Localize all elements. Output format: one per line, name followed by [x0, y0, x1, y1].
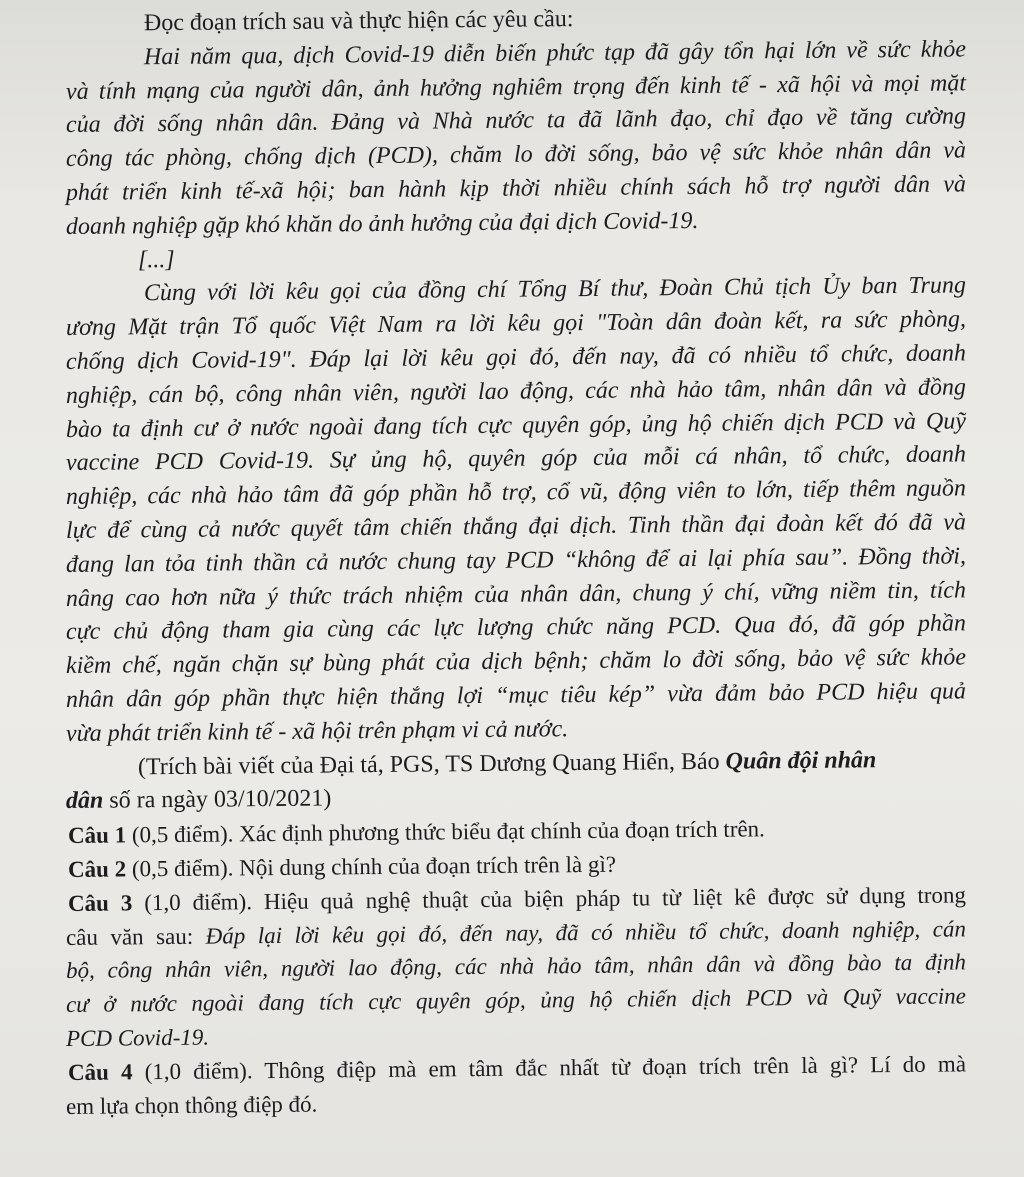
passage-line: phát triển kinh tế-xã hội; ban hành kịp thời nhiều chính sách hỗ trợ người dân và [65, 171, 967, 206]
passage-line: ương Mặt trận Tổ quốc Việt Nam ra lời kêu gọi "Toàn dân đoàn kết, ra sức phòng, [65, 306, 967, 342]
passage-line: doanh nghiệp gặp khó khăn do ảnh hưởng của đại dịch Covid-19. [65, 207, 699, 240]
question-1-text: (0,5 điểm). Xác định phương thức biểu đạt chính của đoạn trích trên. [126, 816, 765, 848]
source-suffix: số ra ngày 03/10/2021) [103, 785, 332, 814]
question-3-lead-in: câu văn sau: [65, 923, 206, 950]
passage-line: cực chủ động tham gia cùng các lực lượng chức năng PCD. Qua đó, đã góp phần [65, 610, 967, 646]
question-4 [65, 1051, 967, 1124]
question-1-label: Câu 1 [67, 822, 127, 849]
passage-line: nghiệp, các nhà hảo tâm đã góp phần hỗ trợ, cổ vũ, động viên to lớn, tiếp thêm nguồn [65, 475, 967, 511]
question-4-text-line-2: em lựa chọn thông điệp đó. [65, 1091, 318, 1119]
passage-line: của đời sống nhân dân. Đảng và Nhà nước ta đã lãnh đạo, chỉ đạo về tăng cường [65, 103, 967, 139]
newspaper-name: Quân đội nhân [725, 746, 877, 775]
passage-line: Hai năm qua, dịch Covid-19 diễn biến phức tạp đã gây tổn hại lớn về sức khỏe [143, 36, 967, 71]
passage-line: đang lan tỏa tinh thần cả nước chung tay PCD “không để ai lại phía sau”. Đồng thời, [65, 543, 967, 578]
question-4-label: Câu 4 [67, 1059, 133, 1085]
question-3 [65, 882, 967, 1056]
passage-line: công tác phòng, chống dịch (PCD), chăm lo đời sống, bảo vệ sức khỏe nhân dân và [65, 137, 967, 173]
passage-paragraph-1 [65, 36, 967, 245]
question-2-text: (0,5 điểm). Nội dung chính của đoạn trích trên là gì? [126, 851, 617, 882]
source-prefix: (Trích bài viết của Đại tá, PGS, TS Dương Quang Hiển, Báo [137, 748, 726, 780]
passage-line: và tính mạng của người dân, ảnh hưởng nghiêm trọng đến kinh tế - xã hội và mọi mặt [65, 69, 967, 105]
question-2-label: Câu 2 [67, 856, 127, 882]
passage-line: nghiệp, cán bộ, công nhân viên, người lao động, các nhà hảo tâm, nhân dân và đồng [65, 374, 967, 409]
passage-line: lực để cùng cả nước quyết tâm chiến thắng đại dịch. Tinh thần đại đoàn kết đó đã và [65, 509, 967, 544]
passage-line: chống dịch Covid-19". Đáp lại lời kêu gọi đó, đến nay, đã có nhiều tổ chức, doanh [65, 340, 967, 375]
passage-ellipsis: [...] [137, 246, 175, 273]
instruction-line: Đọc đoạn trích sau và thực hiện các yêu cầu: [143, 6, 574, 37]
passage-paragraph-2 [65, 272, 967, 751]
question-3-text: (1,0 điểm). Hiệu quả nghệ thuật của biện pháp tu từ liệt kê được sử dụng trong [132, 882, 967, 916]
passage-line: bào ta định cư ở nước ngoài đang tích cực quyên góp, ủng hộ chiến dịch PCD và Quỹ [65, 407, 967, 443]
passage-line: nhân dân góp phần thực hiện thắng lợi “mục tiêu kép” vừa đảm bảo PCD hiệu quả [65, 678, 967, 713]
passage-line: Cùng với lời kêu gọi của đồng chí Tổng Bí thư, Đoàn Chủ tịch Ủy ban Trung [143, 272, 967, 307]
passage-line: vaccine PCD Covid-19. Sự ủng hộ, quyên góp của mỗi cá nhân, tổ chức, doanh [65, 441, 967, 477]
newspaper-name-end: dân [65, 787, 104, 815]
passage-line: vừa phát triển kinh tế - xã hội trên phạm vi cả nước. [65, 715, 569, 747]
passage-line: kiềm chế, ngăn chặn sự bùng phát của dịch bệnh; chăm lo đời sống, bảo vệ sức khỏe [65, 644, 967, 680]
question-3-quote: Đáp lại lời kêu gọi đó, đến nay, đã có nhiều tổ chức, doanh nghiệp, cán [205, 915, 967, 949]
passage-line: nâng cao hơn nữa ý thức trách nhiệm của nhân dân, chung ý chí, vững niềm tin, tích [65, 576, 967, 612]
question-4-text: (1,0 điểm). Thông điệp mà em tâm đắc nhất từ đoạn trích trên là gì? Lí do mà [132, 1051, 967, 1085]
question-3-quote-line: PCD Covid-19. [65, 1024, 210, 1051]
question-3-quote-line: bộ, công nhân viên, người lao động, các nhà hảo tâm, nhân dân và đồng bào ta định [65, 949, 967, 984]
question-3-label: Câu 3 [67, 890, 133, 916]
source-citation [65, 746, 966, 820]
question-3-quote-line: cư ở nước ngoài đang tích cực quyên góp, ủng hộ chiến dịch PCD và Quỹ vaccine [65, 983, 967, 1018]
